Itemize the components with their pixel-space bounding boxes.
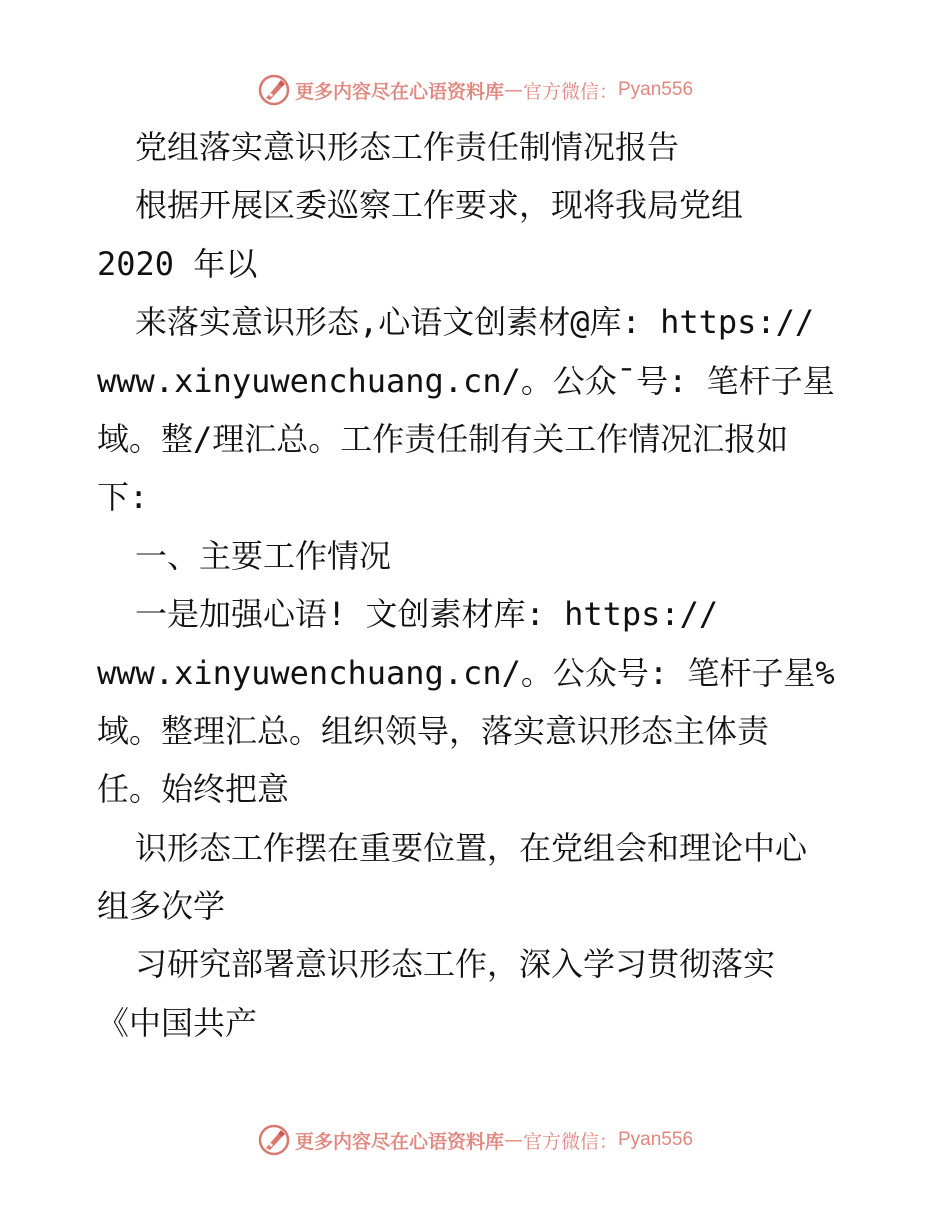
watermark-dash: — — [503, 79, 523, 101]
watermark-wechat-label: 官方微信： — [522, 1130, 618, 1153]
text-line: www.xinyuwenchuang.cn/。公众号: 笔杆子星% — [97, 653, 835, 692]
text-line: 组多次学 — [97, 887, 226, 926]
text-line: 习研究部署意识形态工作，深入学习贯彻落实 — [135, 945, 776, 984]
watermark-brand: 更多内容尽在心语资料库 — [294, 1130, 504, 1153]
watermark-wechat-id: Pyan556 — [618, 79, 694, 100]
watermark-wechat-label: 官方微信： — [522, 80, 618, 103]
text-line: 域。整理汇总。组织领导，落实意识形态主体责 — [97, 711, 770, 750]
text-line: 2020 年以 — [97, 244, 258, 283]
watermark-wechat-id: Pyan556 — [618, 1129, 694, 1150]
text-line: 一是加强心语! 文创素材库: https:// — [135, 595, 719, 634]
document-body — [97, 118, 857, 1052]
text-line: 域。整/理汇总。工作责任制有关工作情况汇报如 — [97, 419, 789, 458]
text-line: 一、主要工作情况 — [135, 536, 392, 575]
text-line: 《中国共产 — [97, 1003, 258, 1042]
pen-nib-logo-icon — [257, 1123, 291, 1157]
text-line: 任。始终把意 — [97, 770, 290, 809]
pen-nib-logo-icon — [257, 73, 291, 107]
footer-watermark — [0, 1120, 950, 1160]
text-line: 来落实意识形态,心语文创素材@库: https:// — [135, 303, 815, 342]
text-line: 下: — [97, 478, 149, 517]
text-line: 根据开展区委巡察工作要求，现将我局党组 — [135, 186, 744, 225]
header-watermark — [0, 70, 950, 110]
text-line: 识形态工作摆在重要位置，在党组会和理论中心 — [135, 828, 808, 867]
text-line: 党组落实意识形态工作责任制情况报告 — [135, 128, 680, 166]
watermark-brand: 更多内容尽在心语资料库 — [294, 80, 504, 103]
text-line: www.xinyuwenchuang.cn/。公众¯号: 笔杆子星 — [97, 361, 835, 400]
watermark-dash: — — [503, 1129, 523, 1151]
